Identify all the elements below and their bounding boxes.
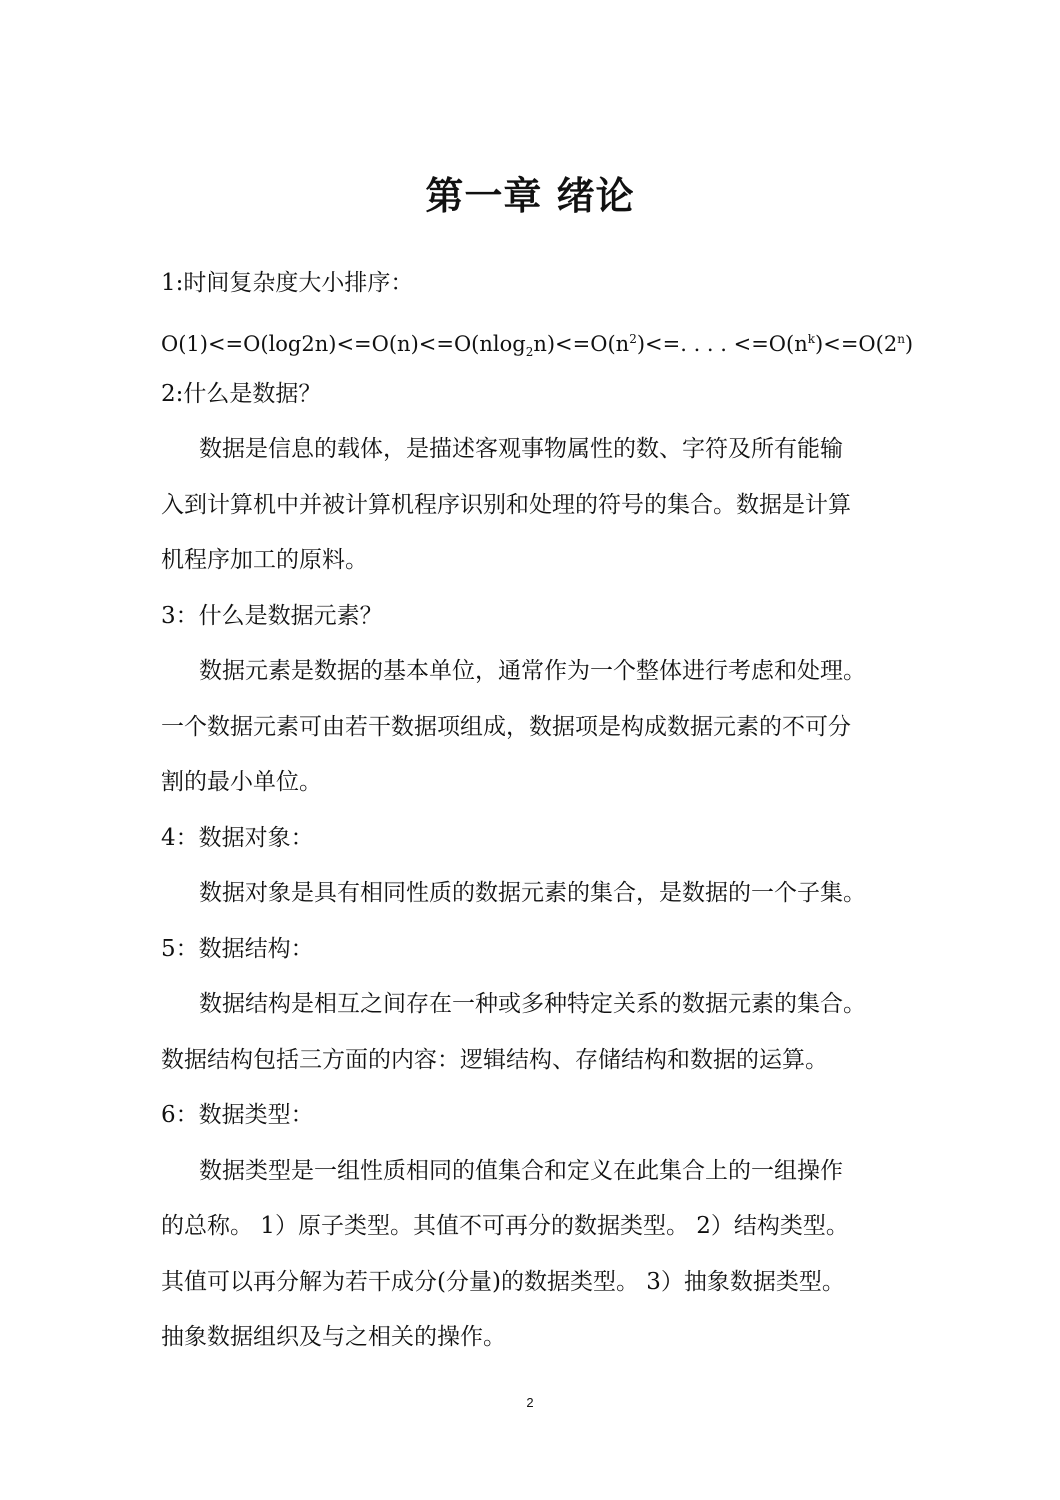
formula-exponent-k: k [807, 332, 816, 346]
formula-exponent-n: n [897, 332, 905, 346]
formula-part-2: n)<=O(n [533, 332, 630, 356]
section-5-line-2: 数据结构包括三方面的内容：逻辑结构、存储结构和数据的运算。 [161, 1047, 828, 1073]
section-2-line-1: 数据是信息的载体，是描述客观事物属性的数、字符及所有能输 [199, 436, 843, 462]
section-3-line-3: 割的最小单位。 [161, 769, 322, 795]
section-4-line-1: 数据对象是具有相同性质的数据元素的集合，是数据的一个子集。 [199, 880, 866, 906]
section-5-heading: 5：数据结构： [161, 936, 314, 962]
section-6-line-1: 数据类型是一组性质相同的值集合和定义在此集合上的一组操作 [199, 1158, 843, 1184]
section-6-line-2: 的总称。 1）原子类型。其值不可再分的数据类型。 2）结构类型。 [161, 1213, 849, 1239]
formula-exponent-2: 2 [629, 332, 637, 346]
section-6-heading: 6：数据类型： [161, 1102, 314, 1128]
formula-part-1: O(1)<=O(log2n)<=O(n)<=O(nlog [161, 332, 526, 356]
section-5-line-1: 数据结构是相互之间存在一种或多种特定关系的数据元素的集合。 [199, 991, 866, 1017]
section-3-line-2: 一个数据元素可由若干数据项组成，数据项是构成数据元素的不可分 [161, 714, 851, 740]
formula-part-4: )<=O(2 [815, 332, 898, 356]
chapter-title: 第一章 绪论 [425, 174, 635, 218]
page-number: 2 [526, 1395, 534, 1410]
complexity-formula [161, 324, 913, 367]
section-6-line-4: 抽象数据组织及与之相关的操作。 [161, 1324, 506, 1350]
section-4-heading: 4：数据对象： [161, 825, 314, 851]
section-1-heading: 1:时间复杂度大小排序： [161, 270, 414, 296]
formula-log-base: 2 [525, 345, 534, 360]
section-6-line-3: 其值可以再分解为若干成分(分量)的数据类型。 3）抽象数据类型。 [161, 1269, 845, 1295]
section-2-heading: 2:什么是数据？ [161, 381, 322, 407]
section-3-line-1: 数据元素是数据的基本单位，通常作为一个整体进行考虑和处理。 [199, 658, 866, 684]
formula-part-3: )<=. . . . <=O(n [636, 332, 808, 356]
section-2-line-3: 机程序加工的原料。 [161, 547, 368, 573]
section-3-heading: 3：什么是数据元素？ [161, 603, 383, 629]
section-2-line-2: 入到计算机中并被计算机程序识别和处理的符号的集合。数据是计算 [161, 492, 851, 518]
formula-part-5: ) [904, 332, 914, 356]
